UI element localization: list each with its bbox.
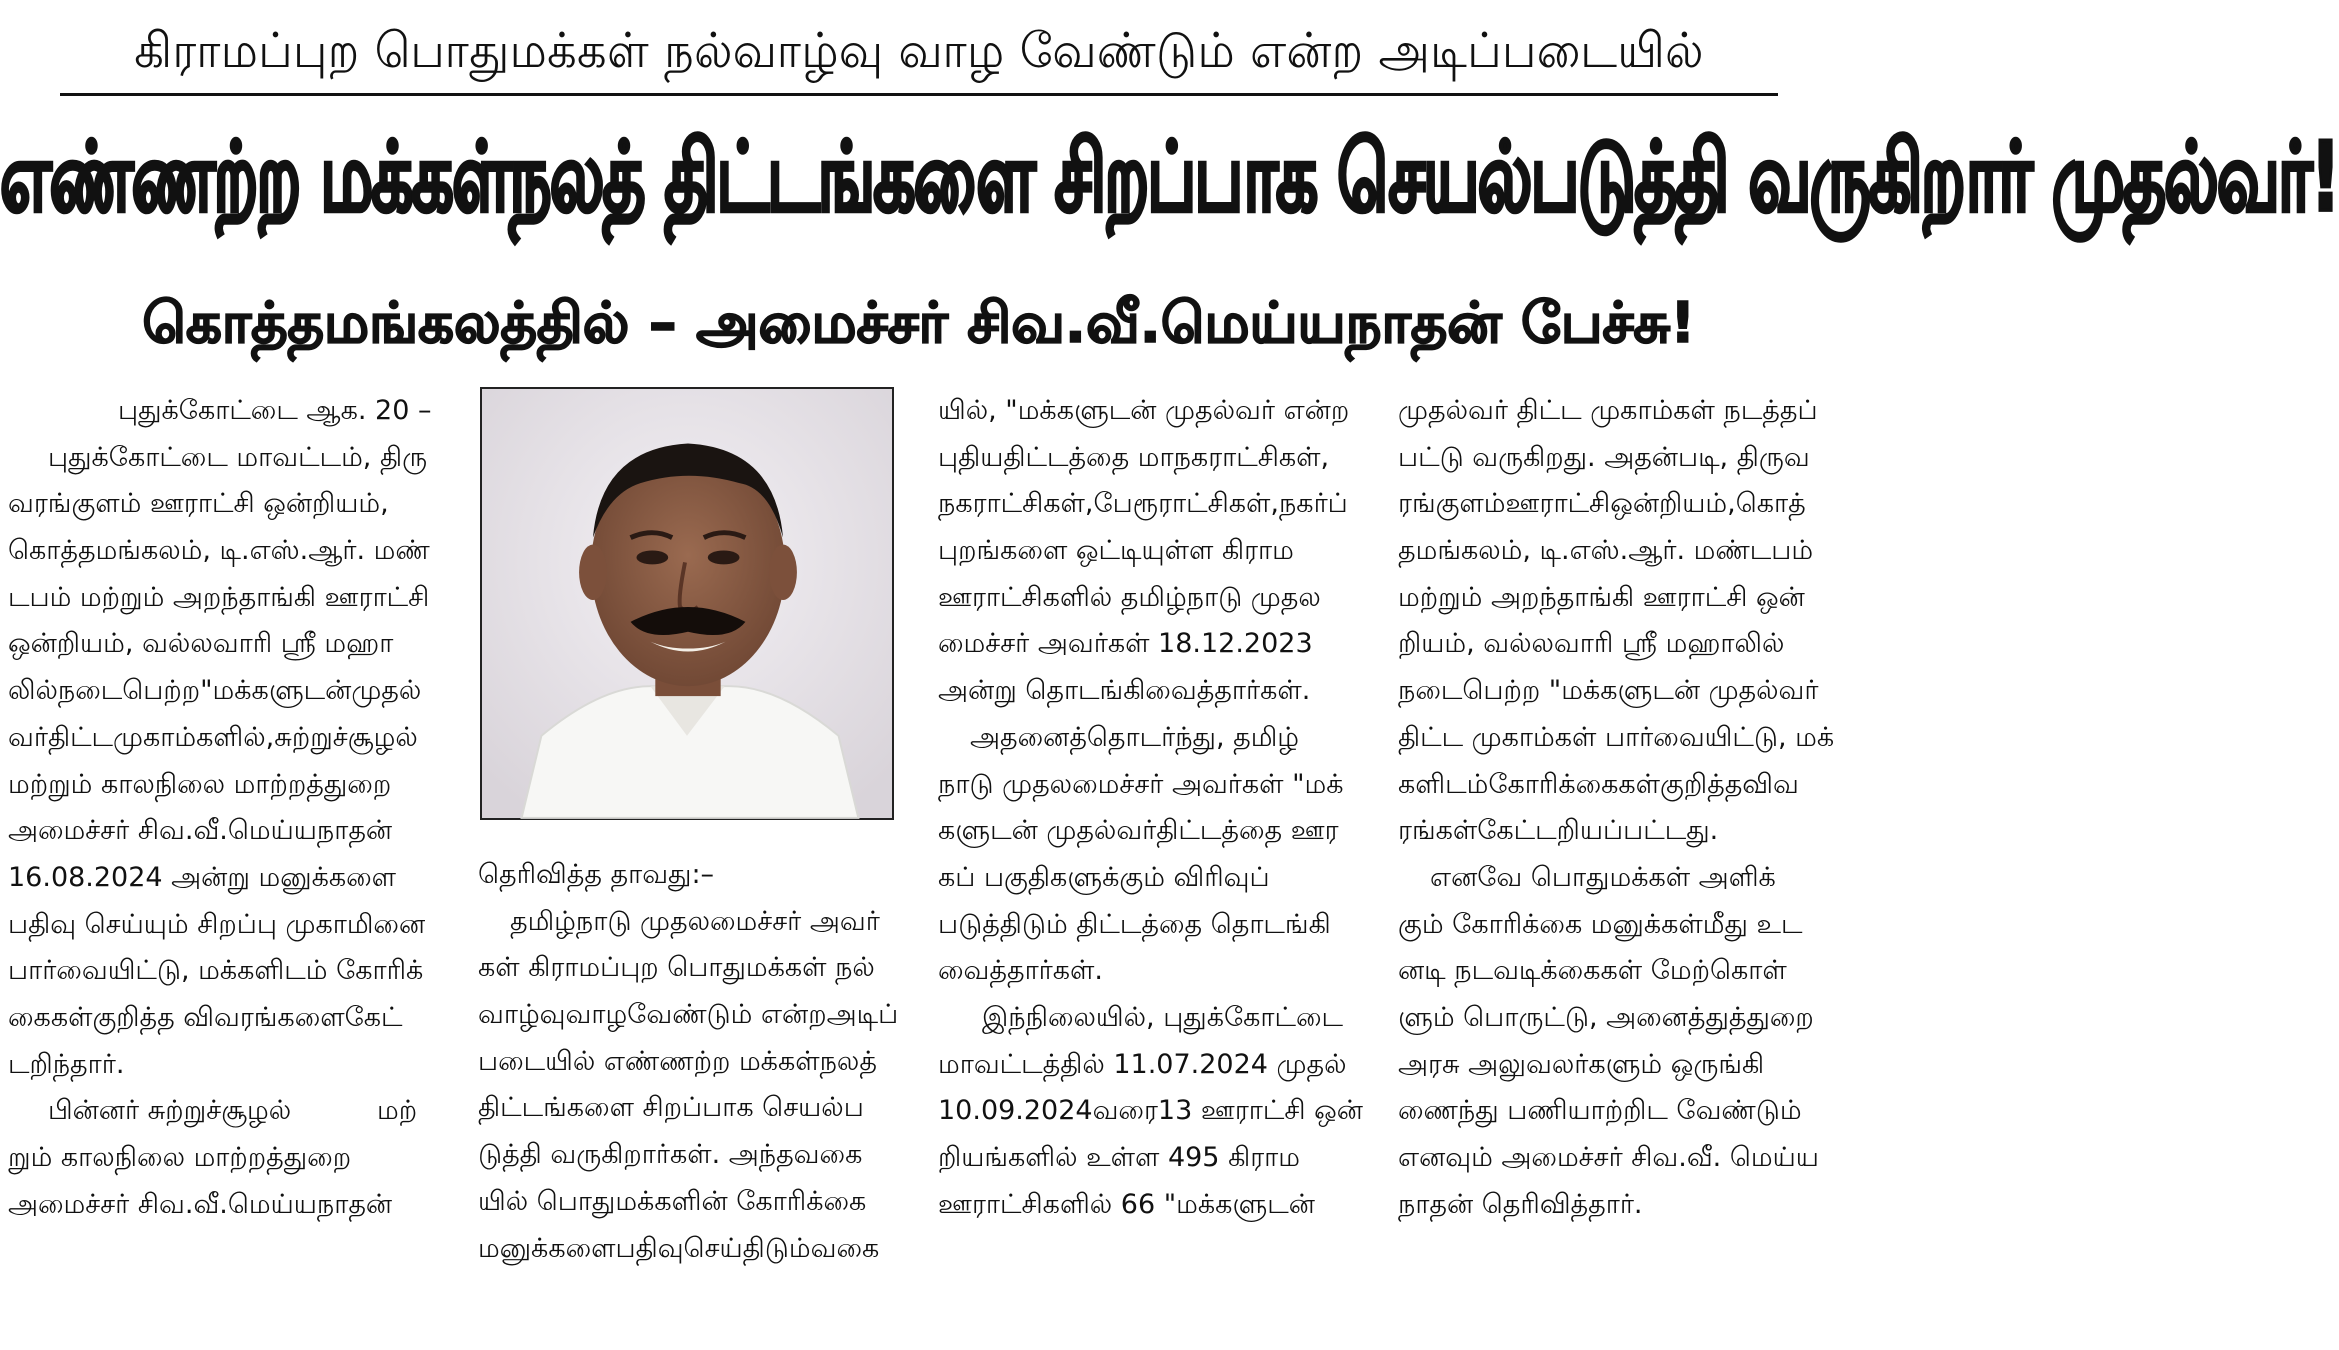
text-line: 16.08.2024 அன்று மனுக்களை bbox=[8, 861, 397, 893]
text-line: எனவே பொதுமக்கள் அளிக் bbox=[1430, 861, 1776, 893]
text-line: கும் கோரிக்கை மனுக்கள்மீது உட bbox=[1398, 908, 1803, 940]
text-line: பார்வையிட்டு, மக்களிடம் கோரிக் bbox=[8, 955, 424, 987]
text-line: கொத்தமங்கலம், டி.எஸ்.ஆர். மண் bbox=[8, 535, 430, 567]
text-line: தமங்கலம், டி.எஸ்.ஆர். மண்டபம் bbox=[1398, 535, 1814, 567]
text-line: ரங்குளம்ஊராட்சிஒன்றியம்,கொத் bbox=[1398, 488, 1806, 520]
text-line: மற்றும் காலநிலை மாற்றத்துறை bbox=[8, 768, 392, 800]
text-line: அன்று தொடங்கிவைத்தார்கள். bbox=[938, 675, 1311, 707]
text-line: வர்திட்டமுகாம்களில்,சுற்றுச்சூழல் bbox=[8, 721, 418, 753]
text-line: களுடன் முதல்வர்திட்டத்தை ஊர bbox=[938, 815, 1339, 847]
text-line: லில்நடைபெற்ற"மக்களுடன்முதல் bbox=[8, 675, 422, 707]
text-line: 10.09.2024வரை13 ஊராட்சி ஒன் bbox=[938, 1095, 1363, 1127]
text-line: யில் பொதுமக்களின் கோரிக்கை bbox=[478, 1185, 867, 1217]
text-line: மாவட்டத்தில் 11.07.2024 முதல் bbox=[938, 1048, 1347, 1080]
text-line: மனுக்களைபதிவுசெய்திடும்வகை bbox=[478, 1232, 880, 1264]
text-line: ரங்கள்கேட்டறியப்பட்டது. bbox=[1398, 815, 1719, 847]
text-line: எனவும் அமைச்சர் சிவ.வீ. மெய்ய bbox=[1398, 1142, 1819, 1173]
text-line: பின்னர் சுற்றுச்சூழல் மற் bbox=[48, 1095, 418, 1127]
text-line: புதியதிட்டத்தை மாநகராட்சிகள், bbox=[938, 441, 1330, 473]
text-line: வரங்குளம் ஊராட்சி ஒன்றியம், bbox=[8, 488, 389, 520]
text-line: யில், "மக்களுடன் முதல்வர் என்ற bbox=[938, 395, 1350, 426]
text-line: றும் காலநிலை மாற்றத்துறை bbox=[8, 1142, 352, 1173]
text-line: அரசு அலுவலர்களும் ஒருங்கி bbox=[1398, 1048, 1765, 1080]
article-headline: எண்ணற்ற மக்கள்நலத் திட்டங்களை சிறப்பாக செயல்படுத்தி வருகிறார் முதல்வர்! bbox=[0, 121, 2339, 234]
text-line: புதுக்கோட்டை ஆக. 20 – bbox=[118, 395, 432, 426]
text-line: ணைந்து பணியாற்றிட வேண்டும் bbox=[1398, 1095, 1802, 1127]
text-line: மற்றும் அறந்தாங்கி ஊராட்சி ஒன் bbox=[1398, 581, 1805, 613]
text-line: கைகள்குறித்த விவரங்களைகேட் bbox=[8, 1001, 403, 1033]
text-line: னடி நடவடிக்கைகள் மேற்கொள் bbox=[1398, 955, 1787, 987]
text-line: பட்டு வருகிறது. அதன்படி, திருவ bbox=[1398, 441, 1810, 473]
text-line: ஊராட்சிகளில் தமிழ்நாடு முதல bbox=[938, 581, 1321, 613]
text-line: றியங்களில் உள்ள 495 கிராம bbox=[938, 1142, 1300, 1173]
text-line: படுத்திடும் திட்டத்தை தொடங்கி bbox=[938, 908, 1331, 940]
text-line: வைத்தார்கள். bbox=[938, 955, 1103, 987]
text-line: வாழ்வுவாழவேண்டும் என்றஅடிப் bbox=[478, 999, 899, 1031]
text-line: ஊராட்சிகளில் 66 "மக்களுடன் bbox=[938, 1188, 1315, 1220]
text-line: தமிழ்நாடு முதலமைச்சர் அவர் bbox=[510, 905, 880, 937]
text-line: நடைபெற்ற "மக்களுடன் முதல்வர் bbox=[1398, 675, 1819, 707]
article-column-3 bbox=[938, 388, 1372, 1228]
text-line: புறங்களை ஒட்டியுள்ள கிராம bbox=[938, 535, 1294, 567]
text-line: களிடம்கோரிக்கைகள்குறித்தவிவ bbox=[1398, 768, 1799, 800]
text-line: நாடு முதலமைச்சர் அவர்கள் "மக் bbox=[938, 768, 1344, 800]
text-line: டறிந்தார். bbox=[8, 1048, 125, 1080]
text-line: டபம் மற்றும் அறந்தாங்கி ஊராட்சி bbox=[8, 581, 430, 613]
text-line: படையில் எண்ணற்ற மக்கள்நலத் bbox=[478, 1045, 877, 1077]
text-line: தெரிவித்த தாவது:– bbox=[478, 859, 715, 890]
text-line: நாதன் தெரிவித்தார். bbox=[1398, 1188, 1643, 1220]
article-column-2 bbox=[478, 852, 908, 1272]
text-line: அமைச்சர் சிவ.வீ.மெய்யநாதன் bbox=[8, 815, 393, 847]
text-line: ளும் பொருட்டு, அனைத்துத்துறை bbox=[1398, 1001, 1814, 1033]
article-column-4 bbox=[1398, 388, 1835, 1228]
portrait-photo bbox=[480, 387, 894, 820]
text-line: அமைச்சர் சிவ.வீ.மெய்யநாதன் bbox=[8, 1188, 393, 1220]
text-line: கள் கிராமப்புற பொதுமக்கள் நல் bbox=[478, 952, 875, 984]
text-line: முதல்வர் திட்ட முகாம்கள் நடத்தப் bbox=[1398, 395, 1818, 426]
text-line: மைச்சர் அவர்கள் 18.12.2023 bbox=[938, 628, 1313, 660]
text-line: பதிவு செய்யும் சிறப்பு முகாமினை bbox=[8, 908, 426, 940]
text-line: றியம், வல்லவாரி ஸ்ரீ மஹாலில் bbox=[1398, 628, 1785, 660]
text-line: ஒன்றியம், வல்லவாரி ஸ்ரீ மஹா bbox=[8, 628, 394, 660]
article-kicker: கிராமப்புற பொதுமக்கள் நல்வாழ்வு வாழ வேண்டும் என்ற அடிப்படையில் bbox=[134, 21, 1704, 79]
text-line: இந்நிலையில், புதுக்கோட்டை bbox=[982, 1001, 1344, 1033]
text-line: திட்ட முகாம்கள் பார்வையிட்டு, மக் bbox=[1398, 721, 1835, 753]
text-line: அதனைத்தொடர்ந்து, தமிழ் bbox=[970, 721, 1300, 753]
text-line: டுத்தி வருகிறார்கள். அந்தவகை bbox=[478, 1139, 863, 1171]
text-line: திட்டங்களை சிறப்பாக செயல்ப bbox=[478, 1092, 864, 1124]
text-line: நகராட்சிகள்,பேரூராட்சிகள்,நகர்ப் bbox=[938, 488, 1348, 520]
article-column-1 bbox=[8, 388, 440, 1228]
text-line: கப் பகுதிகளுக்கும் விரிவுப் bbox=[938, 861, 1270, 893]
article-subhead: கொத்தமங்கலத்தில் – அமைச்சர் சிவ.வீ.மெய்யநாதன் பேச்சு! bbox=[142, 291, 1696, 356]
text-line: புதுக்கோட்டை மாவட்டம், திரு bbox=[48, 441, 428, 473]
